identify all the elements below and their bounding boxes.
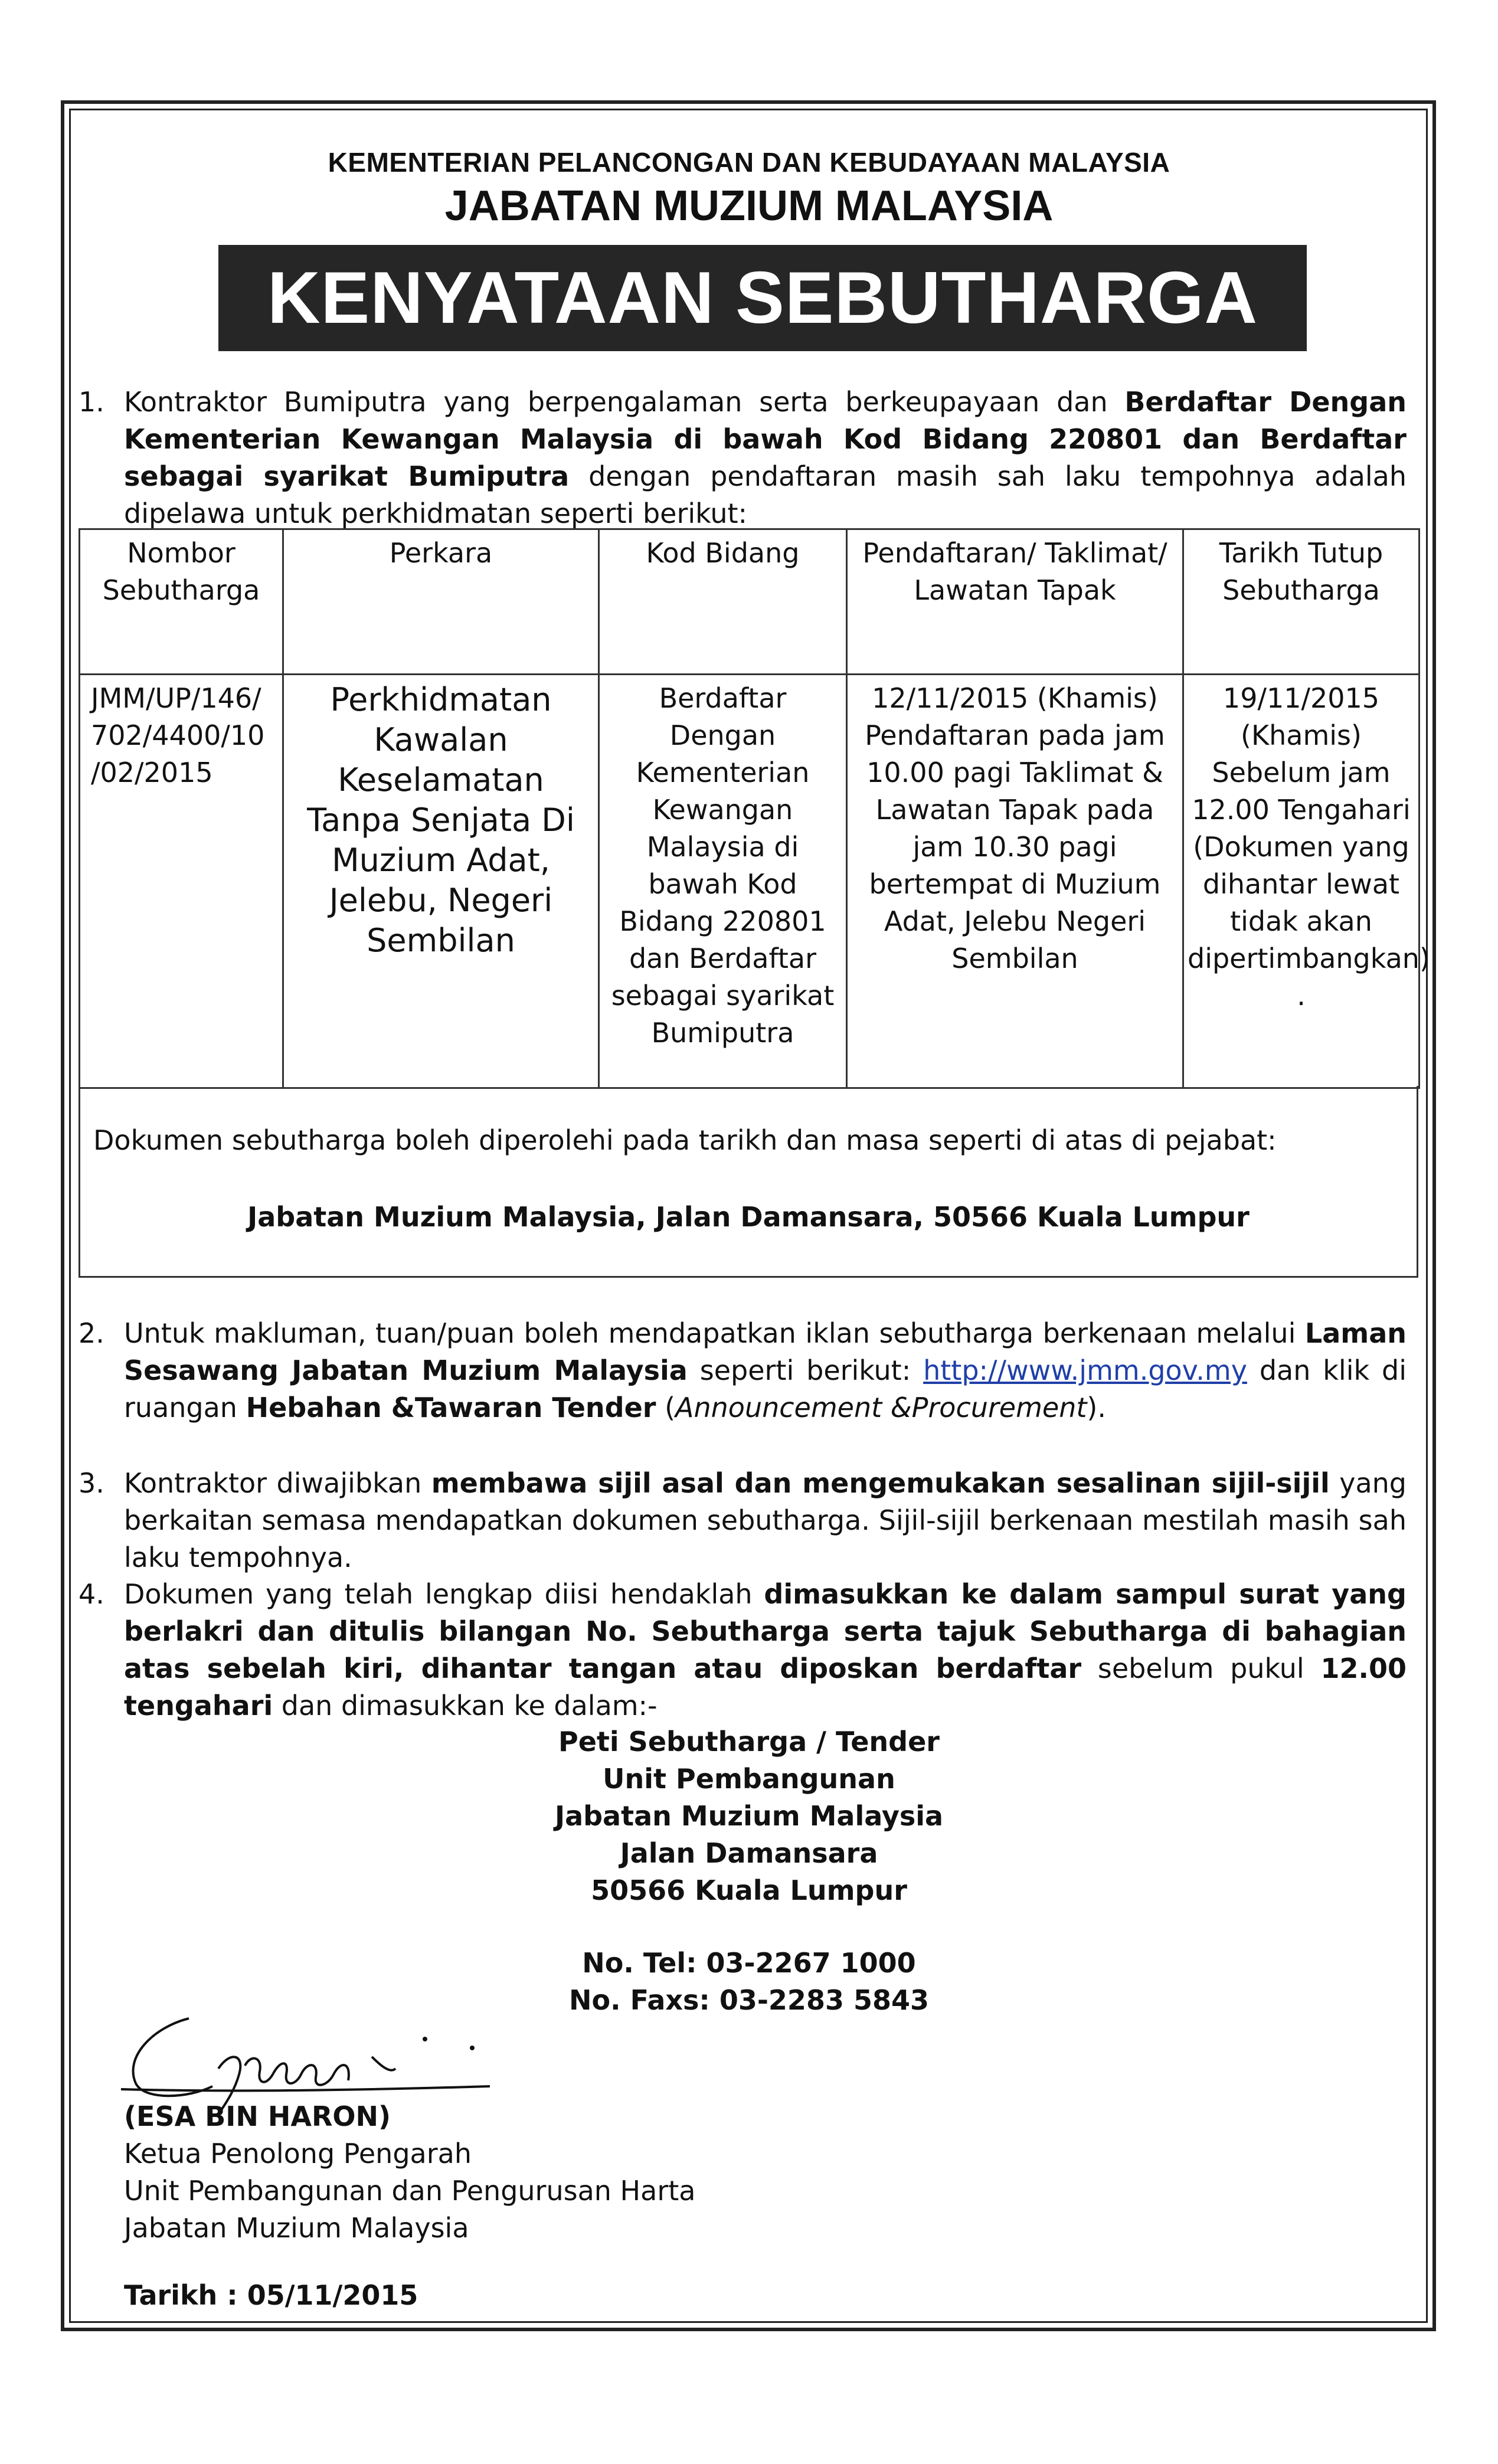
- header-perkara: Perkara: [283, 529, 599, 675]
- document-availability-box: [79, 1086, 1418, 1278]
- signatory-unit: Unit Pembangunan dan Pengurusan Harta: [124, 2175, 696, 2207]
- paragraph-4: [79, 1576, 1407, 1725]
- table-header-row: [80, 529, 1419, 675]
- paragraph-text: Kontraktor Bumiputra yang berpengalaman serta berkeupayaan dan Berdaftar Dengan Kementerian Kewangan Malaysia di bawah Kod Bidang 220801 dan Berdaftar sebagai syarikat Bumiputra dengan pendaftaran masih sah laku tempohnya adalah dipelawa untuk perkhidmatan seperti berikut:: [124, 386, 1407, 529]
- signatory-name: (ESA BIN HARON): [124, 2100, 391, 2132]
- header-pendaftaran: Pendaftaran/ Taklimat/ Lawatan Tapak: [847, 529, 1183, 675]
- address-line: Jabatan Muzium Malaysia: [554, 1800, 944, 1832]
- address-line: 50566 Kuala Lumpur: [591, 1874, 907, 1906]
- paragraph-text: Kontraktor diwajibkan membawa sijil asal dan mengemukakan sesalinan sijil-sijil yang berkaitan semasa mendapatkan dokumen sebutharga. Sijil-sijil berkenaan mestilah masih sah laku tempohnya.: [124, 1467, 1407, 1573]
- cell-perkara: Perkhidmatan Kawalan Keselamatan Tanpa Senjata Di Muzium Adat, Jelebu, Negeri Sembilan: [283, 675, 599, 1088]
- notice-date: Tarikh : 05/11/2015: [124, 2279, 418, 2311]
- header-kod-bidang: Kod Bidang: [599, 529, 847, 675]
- document-office-address: Jabatan Muzium Malaysia, Jalan Damansara, 50566 Kuala Lumpur: [247, 1201, 1250, 1233]
- cell-tarikh-tutup: 19/11/2015 (Khamis) Sebelum jam 12.00 Tengahari (Dokumen yang dihantar lewat tidak akan dipertimbangkan) .: [1183, 675, 1419, 1088]
- fax-number: No. Faxs: 03-2283 5843: [569, 1984, 929, 2016]
- header-tarikh-tutup: Tarikh Tutup Sebutharga: [1183, 529, 1419, 675]
- notice-title-banner: KENYATAAN SEBUTHARGA: [218, 245, 1307, 351]
- address-line: Jalan Damansara: [620, 1837, 878, 1869]
- cell-kod-bidang: Berdaftar Dengan Kementerian Kewangan Malaysia di bawah Kod Bidang 220801 dan Berdaftar sebagai syarikat Bumiputra: [599, 675, 847, 1088]
- address-line: Peti Sebutharga / Tender: [558, 1726, 940, 1758]
- department-heading: JABATAN MUZIUM MALAYSIA: [444, 182, 1054, 230]
- ministry-heading: KEMENTERIAN PELANCONGAN DAN KEBUDAYAAN MALAYSIA: [328, 147, 1170, 178]
- table-row: [80, 675, 1419, 1088]
- submission-address: [0, 1723, 1498, 1909]
- paragraph-3: [79, 1465, 1407, 1576]
- paragraph-number: 1.: [79, 386, 104, 418]
- signatory-title: Ketua Penolong Pengarah: [124, 2138, 472, 2170]
- handwritten-signature: [118, 1986, 502, 2116]
- address-line: Unit Pembangunan: [603, 1763, 895, 1795]
- website-link[interactable]: http://www.jmm.gov.my: [923, 1354, 1247, 1386]
- cell-nombor: JMM/UP/146/ 702/4400/10 /02/2015: [80, 675, 283, 1088]
- paragraph-number: 2.: [79, 1317, 104, 1349]
- paragraph-text: Dokumen yang telah lengkap diisi hendaklah dimasukkan ke dalam sampul surat yang berlakri dan ditulis bilangan No. Sebutharga serta tajuk Sebutharga di bahagian atas sebelah kiri, dihantar tangan atau diposkan berdaftar sebelum pukul 12.00 tengahari dan dimasukkan ke dalam:-: [124, 1578, 1407, 1722]
- paragraph-text: Untuk makluman, tuan/puan boleh mendapatkan iklan sebutharga berkenaan melalui Laman Sesawang Jabatan Muzium Malaysia seperti berikut: http://www.jmm.gov.my dan klik di ruangan Hebahan &Tawaran Tender (Announcement &Procurement).: [124, 1317, 1407, 1424]
- cell-pendaftaran: 12/11/2015 (Khamis) Pendaftaran pada jam 10.00 pagi Taklimat & Lawatan Tapak pada jam 10.30 pagi bertempat di Muzium Adat, Jelebu Negeri Sembilan: [847, 675, 1183, 1088]
- paragraph-2: [79, 1315, 1407, 1426]
- signatory-department: Jabatan Muzium Malaysia: [124, 2212, 469, 2244]
- document-availability-line: Dokumen sebutharga boleh diperolehi pada tarikh dan masa seperti di atas di pejabat:: [93, 1124, 1277, 1156]
- header-nombor: Nombor Sebutharga: [80, 529, 283, 675]
- paragraph-1: [79, 384, 1407, 532]
- signatory-block: [124, 2098, 695, 2247]
- paragraph-number: 3.: [79, 1467, 104, 1499]
- quotation-table: [79, 528, 1430, 1089]
- telephone-number: No. Tel: 03-2267 1000: [582, 1947, 916, 1979]
- paragraph-number: 4.: [79, 1578, 104, 1610]
